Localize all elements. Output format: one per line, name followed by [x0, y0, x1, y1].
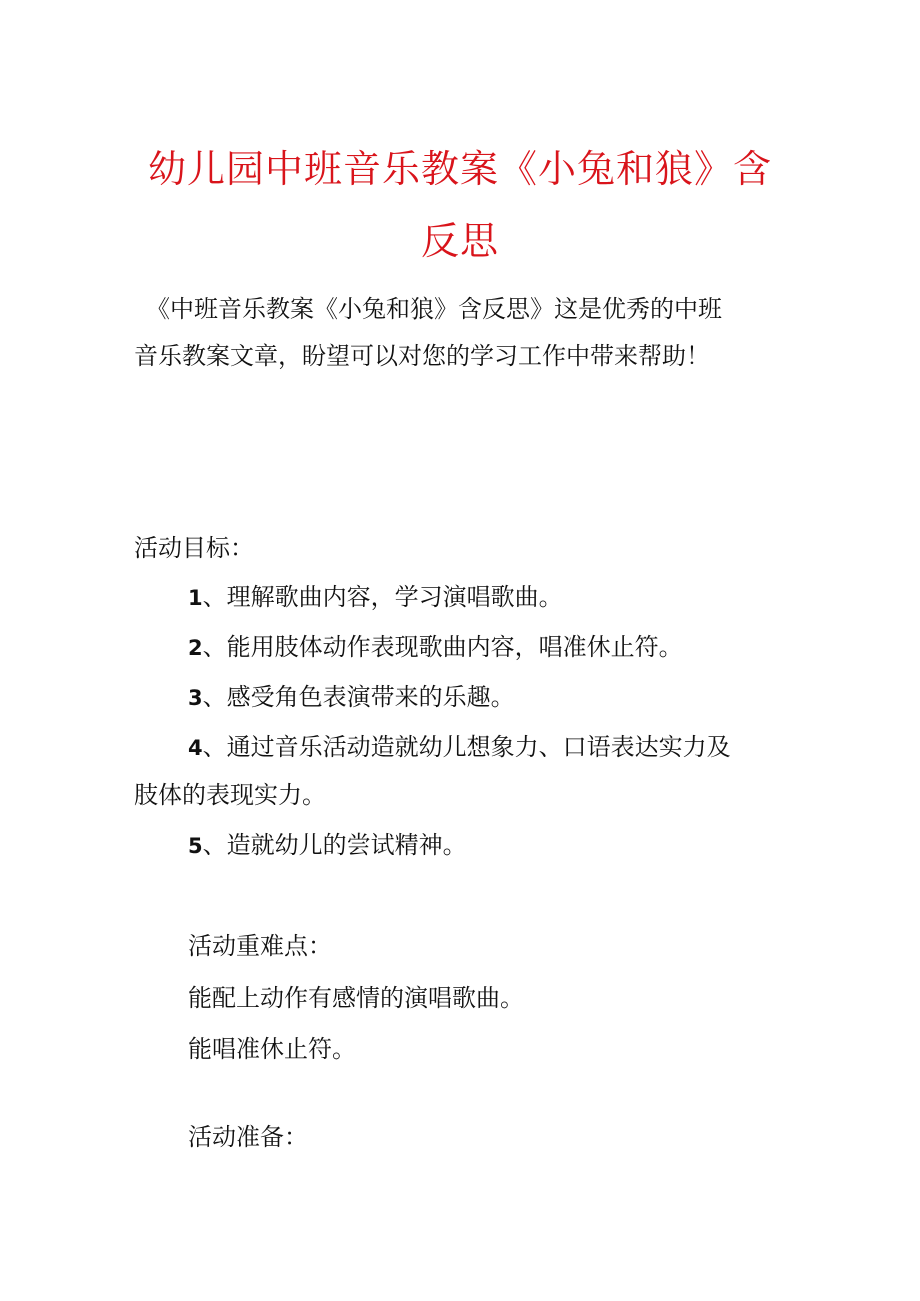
goal-text: 、造就幼儿的尝试精神。: [202, 831, 467, 859]
goal-item: [188, 832, 467, 859]
goal-text: 、能用肢体动作表现歌曲内容，唱准休止符。: [202, 633, 683, 661]
goal-item: [188, 734, 731, 761]
goal-text: 、理解歌曲内容，学习演唱歌曲。: [202, 583, 563, 611]
goal-item: [188, 584, 563, 611]
goal-number: 4: [188, 736, 203, 760]
goals-heading: 活动目标：: [134, 534, 254, 562]
keypoints-heading: 活动重难点：: [188, 932, 332, 960]
document-title-line2: 反思: [420, 219, 499, 263]
goal-text: 、感受角色表演带来的乐趣。: [202, 683, 515, 711]
goal-item: [188, 684, 515, 711]
goal-number: 3: [188, 686, 203, 710]
prep-heading: 活动准备：: [188, 1123, 308, 1151]
keypoint-item: 能唱准休止符。: [188, 1035, 356, 1063]
intro-line2: 音乐教案文章，盼望可以对您的学习工作中带来帮助！: [134, 342, 710, 370]
goal-item-continuation: 肢体的表现实力。: [134, 781, 326, 809]
goal-text: 、通过音乐活动造就幼儿想象力、口语表达实力及: [202, 733, 731, 761]
intro-line1: 《中班音乐教案《小兔和狼》含反思》这是优秀的中班: [146, 295, 722, 323]
keypoint-item: 能配上动作有感情的演唱歌曲。: [188, 984, 524, 1012]
goal-item: [188, 634, 683, 661]
goal-number: 2: [188, 636, 203, 660]
document-title-line1: 幼儿园中班音乐教案《小兔和狼》含: [147, 147, 772, 191]
goal-number: 1: [188, 586, 203, 610]
goal-number: 5: [188, 834, 203, 858]
